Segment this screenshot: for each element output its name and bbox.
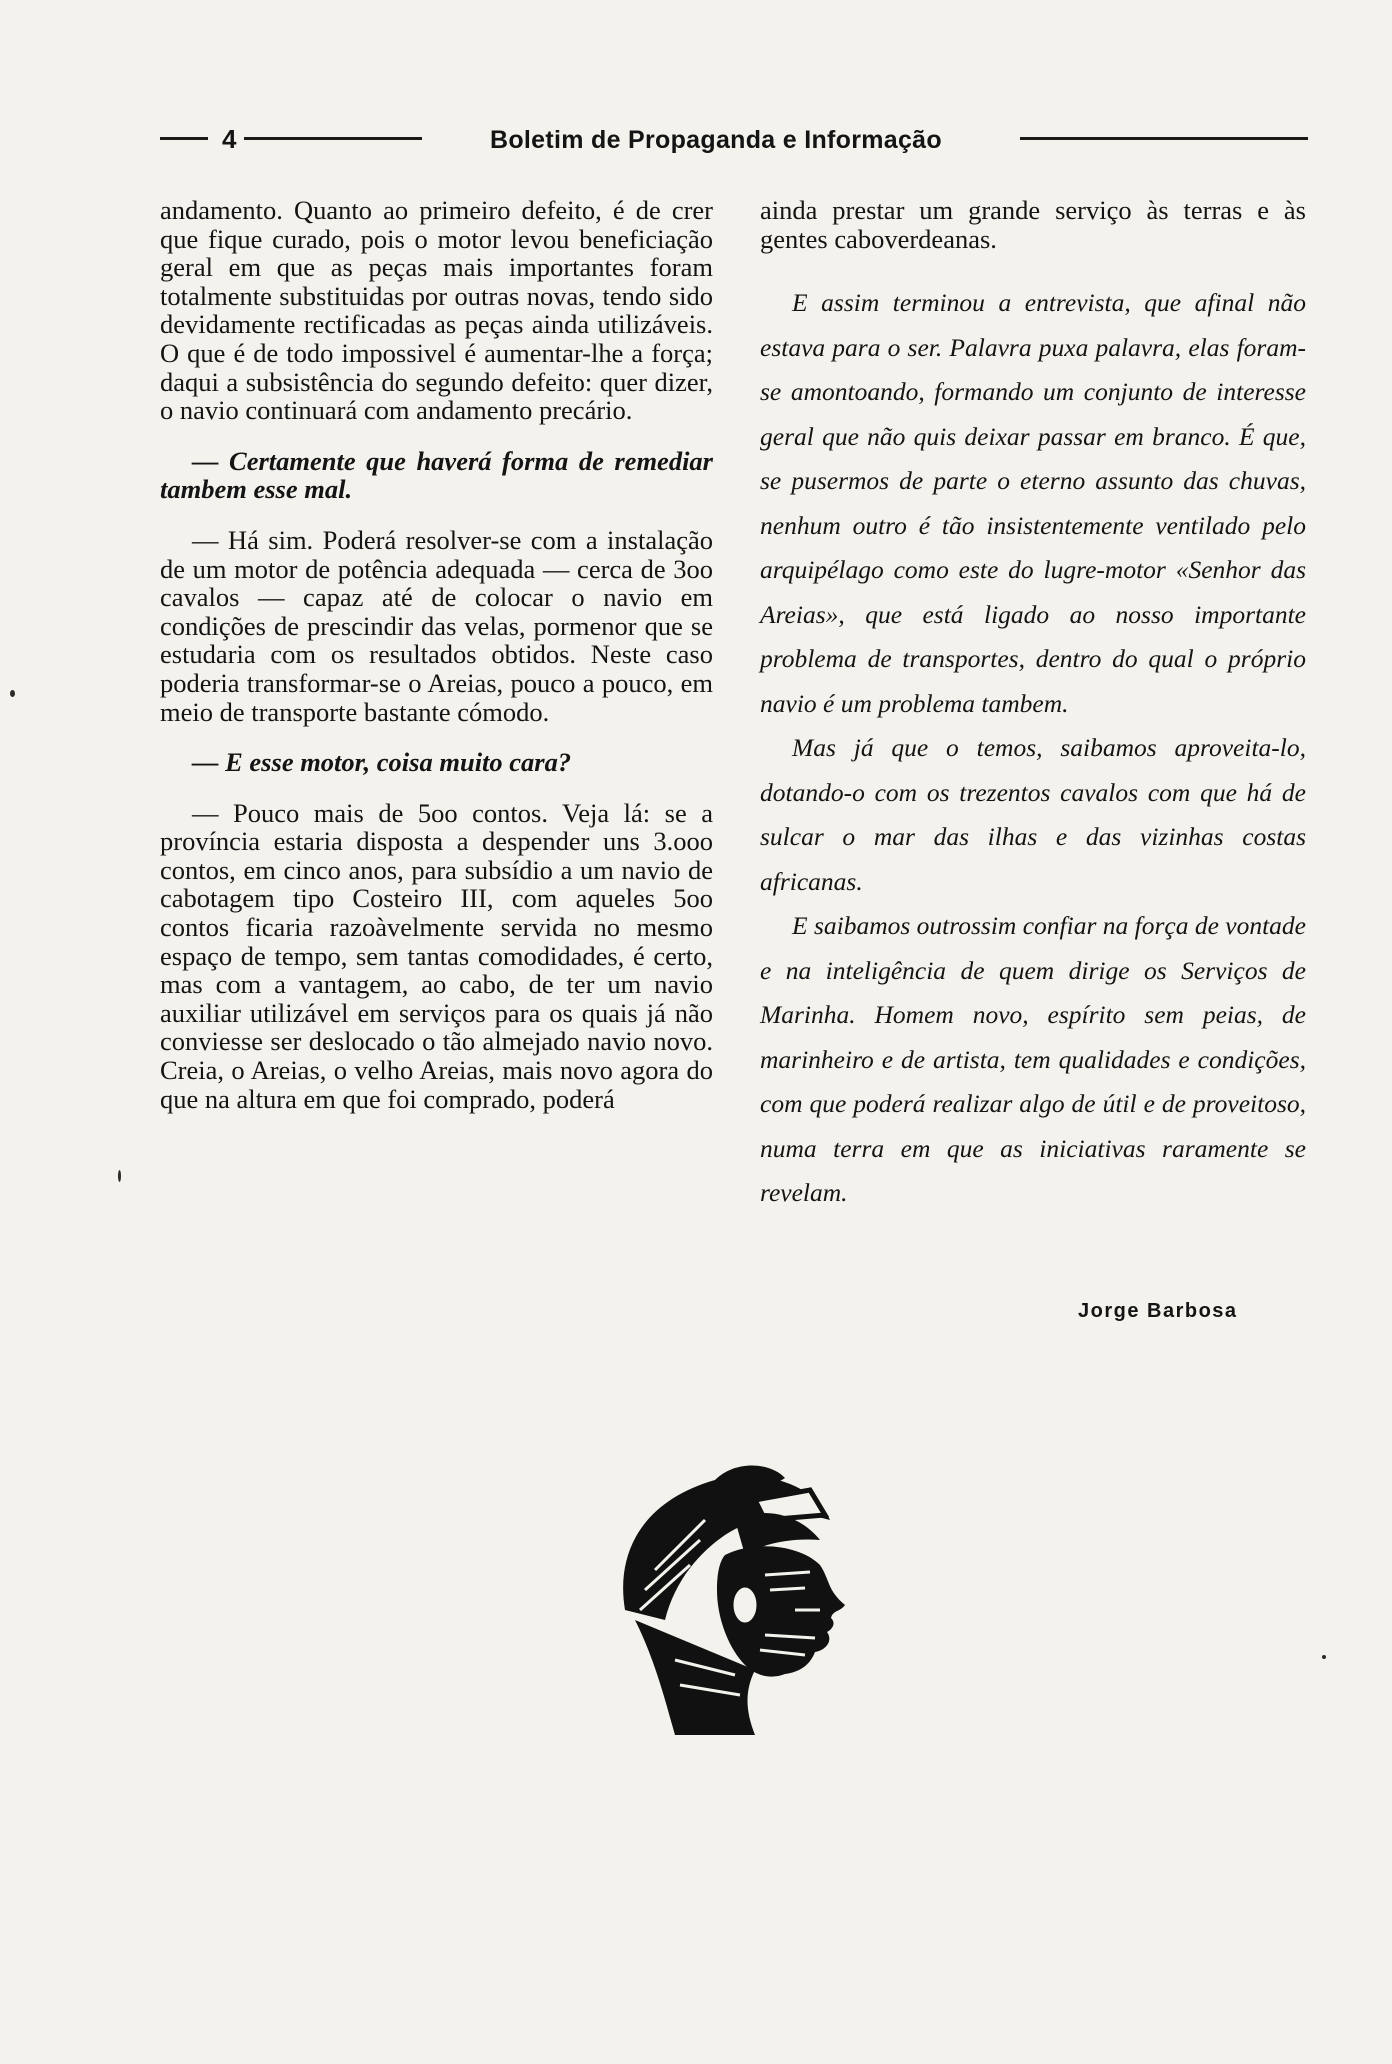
header-rule-mid [244,137,422,140]
question-2: — E esse motor, coisa muito cara? [192,747,572,778]
italic-paragraph-3: E saibamos outrossim confiar na força de vontade e na inteligência de quem dirige os Serviços de Marinha. Homem novo, espírito sem peias, de marinheiro e de artista, tem qualidades e condições, com que poderá realizar algo de útil e de proveitoso, numa terra em que as iniciativas raramente se revelam. [760,911,1306,1208]
right-paragraph-1: ainda prestar um grande serviço às terras e às gentes caboverdeanas. [760,195,1306,254]
running-header-title: Boletim de Propaganda e Informação [490,126,942,154]
italic-paragraph-1: E assim terminou a entrevista, que afinal não estava para o ser. Palavra puxa palavra, elas foram-se amontoando, formando um conjunto de interesse geral que não quis deixar passar em branco. É que, se pusermos de parte o eterno assunto das chuvas, nenhum outro é tão insistentemente ventilado pelo arquipélago como este do lugre-motor «Senhor das Areias», que está ligado ao nosso importante problema de transportes, dentro do qual o próprio navio é um problema tambem. [760,288,1306,718]
print-speck [10,690,15,697]
author-signature: Jorge Barbosa [1078,1300,1238,1322]
right-column [760,196,1306,1216]
left-paragraph-3: — Pouco mais de 5oo contos. Veja lá: se a província estaria disposta a despender uns 3.ooo contos, em cinco anos, para subsídio a um navio de cabotagem tipo Costeiro III, com aqueles 5oo contos ficaria razoàvelmente servida no mesmo espaço de tempo, sem tantas comodidades, é certo, mas com a vantagem, ao cabo, de ter um navio auxiliar utilizável em serviços para os quais já não conviesse ser deslocado o tão almejado navio novo. Creia, o Areias, o velho Areias, mais novo agora do que na altura em que foi comprado, poderá [160,797,713,1114]
woodcut-head-illustration [605,1460,905,1740]
header-rule-right [1020,137,1308,140]
left-paragraph-1: andamento. Quanto ao primeiro defeito, é de crer que fique curado, pois o motor levou beneficiação geral em que as peças mais importantes foram totalmente substituidas por outras novas, tendo sido devidamente rectificadas as peças ainda utilizáveis. O que é de todo impossivel é aumentar-lhe a força; daqui a subsistência do segundo defeito: quer dizer, o navio continuará com andamento precário. [160,195,713,426]
header-rule-left [160,137,208,140]
left-paragraph-2: — Há sim. Poderá resolver-se com a instalação de um motor de potência adequada — cerca de 3oo cavalos — capaz até de colocar o navio em condições de prescindir das velas, pormenor que se estudaria com os resultados obtidos. Neste caso poderia transformar-se o Areias, pouco a pouco, em meio de transporte bastante cómodo. [160,524,713,727]
page-number: 4 [222,124,237,154]
italic-paragraph-2: Mas já que o temos, saibamos aproveita-lo, dotando-o com os trezentos cavalos com que há de sulcar o mar das ilhas e das vizinhas costas africanas. [760,733,1306,896]
print-speck [1322,1655,1326,1659]
print-speck [118,1170,121,1182]
question-1: — Certamente que haverá forma de remediar tambem esse mal. [160,445,713,505]
left-column [160,196,713,1113]
